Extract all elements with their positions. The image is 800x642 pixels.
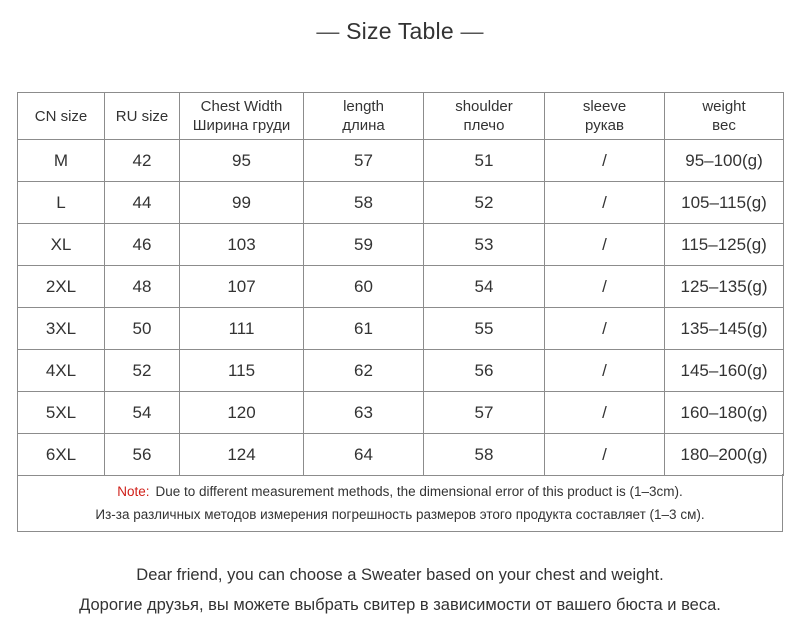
footer-text-en: Dear friend, you can choose a Sweater based on your chest and weight. <box>136 566 664 584</box>
column-header-label-ru: плечо <box>463 117 505 134</box>
table-cell: 103 <box>180 224 304 266</box>
table-cell: 55 <box>424 308 545 350</box>
table-cell: 54 <box>424 266 545 308</box>
table-cell: 180–200(g) <box>665 434 784 476</box>
size-table <box>17 92 784 476</box>
title-dash-right: — <box>460 18 484 44</box>
table-cell: 105–115(g) <box>665 182 784 224</box>
table-cell: 95 <box>180 140 304 182</box>
column-header <box>304 93 424 140</box>
table-row <box>18 182 784 224</box>
table-cell: 99 <box>180 182 304 224</box>
table-cell: 58 <box>424 434 545 476</box>
title-text: Size Table <box>346 18 454 44</box>
column-header-label: RU size <box>115 107 169 125</box>
column-header <box>665 93 784 140</box>
table-cell: 57 <box>424 392 545 434</box>
table-cell: 44 <box>105 182 180 224</box>
table-cell: / <box>545 434 665 476</box>
table-cell: 42 <box>105 140 180 182</box>
table-cell: L <box>18 182 105 224</box>
table-cell: 3XL <box>18 308 105 350</box>
column-header-label: shoulder <box>455 98 513 115</box>
note-text-en: Due to different measurement methods, the dimensional error of this product is (1–3cm). <box>155 484 683 499</box>
table-cell: 57 <box>304 140 424 182</box>
table-cell: 95–100(g) <box>665 140 784 182</box>
table-cell: / <box>545 308 665 350</box>
column-header <box>105 93 180 140</box>
table-cell: 60 <box>304 266 424 308</box>
table-cell: / <box>545 182 665 224</box>
table-cell: 111 <box>180 308 304 350</box>
column-header-label-ru: вес <box>712 117 736 134</box>
table-cell: 5XL <box>18 392 105 434</box>
column-header-label: length <box>343 98 384 115</box>
column-header-label: weight <box>702 98 746 115</box>
note-text-ru: Из-за различных методов измерения погрешность размеров этого продукта составляет (1–3 см). <box>95 507 705 522</box>
note-line-en <box>18 484 782 499</box>
table-cell: 59 <box>304 224 424 266</box>
column-header-label: sleeve <box>582 98 627 115</box>
column-header <box>545 93 665 140</box>
column-header-label: Chest Width <box>200 98 283 115</box>
table-cell: 63 <box>304 392 424 434</box>
table-cell: / <box>545 224 665 266</box>
table-cell: 124 <box>180 434 304 476</box>
title-dash-left: — <box>316 18 340 44</box>
table-cell: 115 <box>180 350 304 392</box>
table-cell: 53 <box>424 224 545 266</box>
note-box <box>17 474 783 532</box>
table-cell: 58 <box>304 182 424 224</box>
table-header-row <box>18 93 784 140</box>
column-header-label-ru: длина <box>342 117 385 134</box>
table-cell: 2XL <box>18 266 105 308</box>
table-row <box>18 350 784 392</box>
table-row <box>18 392 784 434</box>
table-cell: 48 <box>105 266 180 308</box>
table-row <box>18 308 784 350</box>
table-cell: XL <box>18 224 105 266</box>
table-cell: 125–135(g) <box>665 266 784 308</box>
table-cell: 64 <box>304 434 424 476</box>
table-cell: 56 <box>105 434 180 476</box>
table-cell: / <box>545 266 665 308</box>
column-header <box>18 93 105 140</box>
table-cell: 62 <box>304 350 424 392</box>
note-label: Note: <box>117 484 150 499</box>
table-cell: 160–180(g) <box>665 392 784 434</box>
column-header-label-ru: Ширина груди <box>192 117 291 134</box>
table-cell: 52 <box>424 182 545 224</box>
table-cell: M <box>18 140 105 182</box>
table-cell: 4XL <box>18 350 105 392</box>
table-row <box>18 266 784 308</box>
column-header <box>424 93 545 140</box>
table-cell: 135–145(g) <box>665 308 784 350</box>
table-cell: 56 <box>424 350 545 392</box>
table-row <box>18 140 784 182</box>
table-cell: 115–125(g) <box>665 224 784 266</box>
table-body <box>18 140 784 476</box>
table-cell: / <box>545 350 665 392</box>
table-cell: 52 <box>105 350 180 392</box>
table-cell: 54 <box>105 392 180 434</box>
table-cell: 46 <box>105 224 180 266</box>
table-cell: 120 <box>180 392 304 434</box>
table-cell: 50 <box>105 308 180 350</box>
column-header-label-ru: рукав <box>585 117 624 134</box>
table-cell: 107 <box>180 266 304 308</box>
column-header-label: CN size <box>34 107 88 125</box>
footer-text-ru: Дорогие друзья, вы можете выбрать свитер в зависимости от вашего бюста и веса. <box>79 596 721 614</box>
table-cell: 145–160(g) <box>665 350 784 392</box>
table-cell: / <box>545 392 665 434</box>
table-cell: 61 <box>304 308 424 350</box>
table-cell: 51 <box>424 140 545 182</box>
table-cell: 6XL <box>18 434 105 476</box>
table-row <box>18 434 784 476</box>
column-header <box>180 93 304 140</box>
page-title <box>0 18 800 45</box>
table-row <box>18 224 784 266</box>
table-cell: / <box>545 140 665 182</box>
